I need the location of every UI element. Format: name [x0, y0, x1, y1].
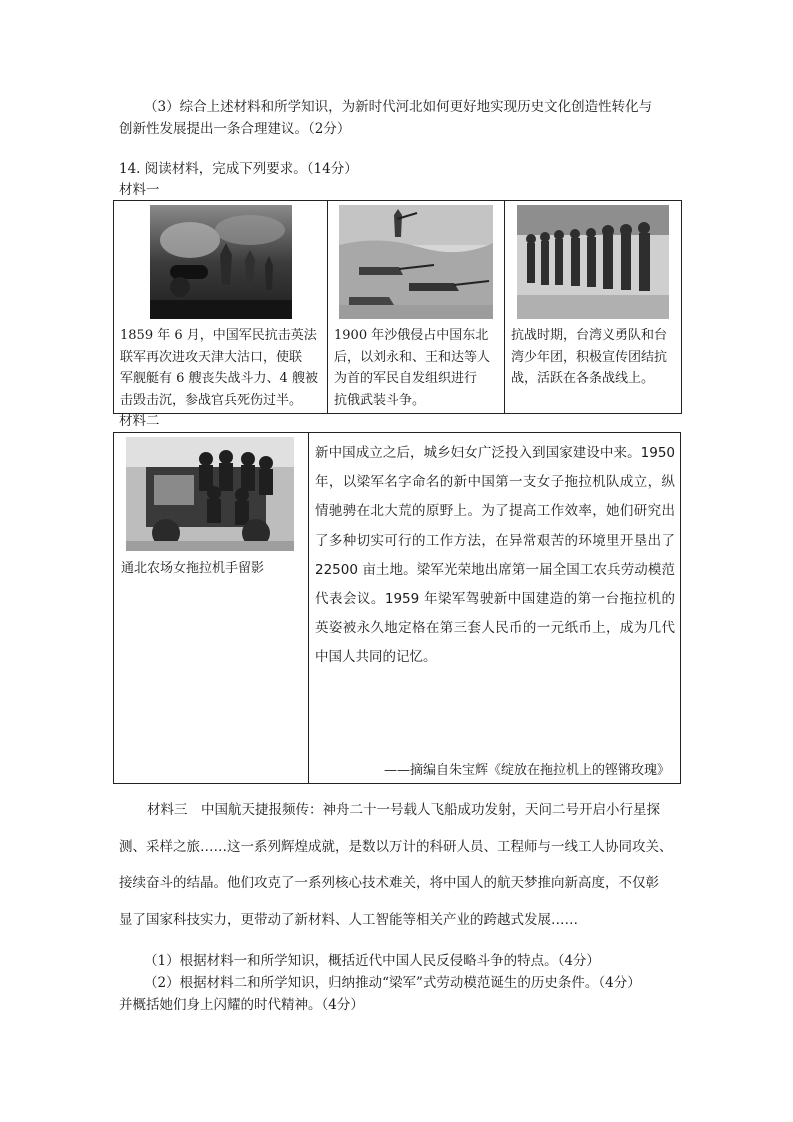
- material2-box: [113, 432, 681, 784]
- material1-cell-3-line: 战，活跃在各条战线上。: [511, 371, 655, 386]
- question-2-continued: 并概括她们身上闪耀的时代精神。（4分）: [119, 997, 364, 1013]
- material2-text: 新中国成立之后，城乡妇女广泛投入到国家建设中来。1950年，以梁军名字命名的新中国第一支女子拖拉机队成立，纵情驰骋在北大荒的原野上。为了提高工作效率，她们研究出了多种切实可行的工作方法，在异常艰苦的环境里开垦出了22500 亩土地。梁军光荣地出席第一届全国工农兵劳动模范代表会议。1959 年梁军驾驶新中国建造的第一台拖拉机的英姿被永久地定格在第三套人民币的一元纸币上，成为几代中国人共同的记忆。: [315, 445, 675, 666]
- question-1: （1）根据材料一和所学知识，概括近代中国人民反侵略斗争的特点。（4分）: [144, 953, 600, 969]
- material2-caption: 通北农场女拖拉机手留影: [121, 561, 265, 576]
- battle-painting-photo: [150, 205, 292, 319]
- material3-line: 材料三 中国航天捷报频传：神舟二十一号载人飞船成功发射，天问二号开启小行星探: [147, 802, 660, 818]
- material1-cell-1-line: 1859 年 6 月，中国军民抗击英法: [120, 328, 317, 343]
- riflemen-photo: [339, 205, 493, 319]
- material1-cell-2-line: 后，以刘永和、王和达等人: [334, 349, 491, 365]
- material1-cell-3-line: 湾少年团，积极宣传团结抗: [511, 349, 668, 365]
- material3: [119, 792, 679, 938]
- material2-source: ——摘编自朱宝辉《绽放在拖拉机上的铿锵玫瑰》: [383, 763, 670, 778]
- material2-divider: [308, 433, 309, 783]
- marching-troops-photo: [517, 205, 669, 319]
- material1-table: [113, 200, 682, 414]
- material1-cell-2-line: 抗俄武装斗争。: [334, 392, 426, 408]
- material1-cell-3: [505, 201, 682, 414]
- material1-label: 材料一: [119, 182, 160, 198]
- material1-cell-3-line: 抗战时期，台湾义勇队和台: [511, 328, 668, 343]
- material1-cell-2-line: 为首的军民自发组织进行: [334, 371, 478, 386]
- material1-cell-1-line: 击毁击沉，参战官兵死伤过半。: [120, 392, 303, 408]
- question-2: （2）根据材料二和所学知识，归纳推动“梁军”式劳动模范诞生的历史条件。（4分）: [144, 975, 641, 991]
- material3-line: 接续奋斗的结晶。他们攻克了一系列核心技术难关，将中国人的航天梦推向新高度，不仅彰: [119, 875, 659, 891]
- material2-label: 材料二: [119, 413, 160, 429]
- material1-cell-1-line: 军舰艇有 6 艘丧失战斗力、4 艘被: [120, 371, 318, 386]
- material1-cell-1: [114, 201, 328, 414]
- material1-cell-1-line: 联军再次进攻天津大沽口，使联: [120, 349, 303, 365]
- q14-heading: 14. 阅读材料，完成下列要求。（14分）: [119, 161, 358, 177]
- material1-cell-2-line: 1900 年沙俄侵占中国东北: [334, 328, 489, 343]
- material3-line: 显了国家科技实力，更带动了新材料、人工智能等相关产业的跨越式发展……: [119, 911, 578, 928]
- q13-part3-line1: （3）综合上述材料和所学知识，为新时代河北如何更好地实现历史文化创造性转化与: [144, 99, 653, 115]
- material1-cell-2: [328, 201, 505, 414]
- q13-part3-line2: 创新性发展提出一条合理建议。（2分）: [119, 121, 351, 137]
- material3-line: 测、采样之旅……这一系列辉煌成就，是数以万计的科研人员、工程师与一线工人协同攻关、: [119, 838, 673, 855]
- women-tractor-photo: [126, 437, 294, 551]
